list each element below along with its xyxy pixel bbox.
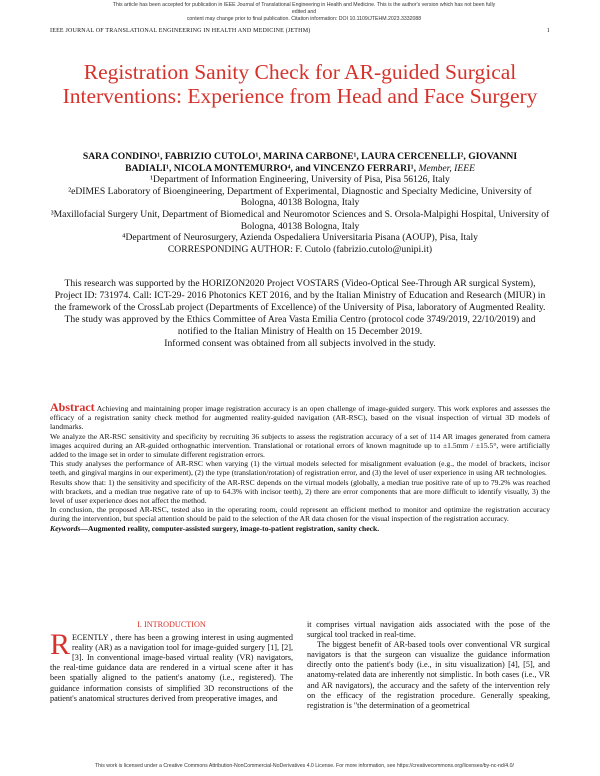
intro-paragraph [50, 628, 293, 704]
journal-name: IEEE JOURNAL OF TRANSLATIONAL ENGINEERING IN HEALTH AND MEDICINE (JETHM) [50, 28, 311, 34]
publication-banner [108, 2, 500, 23]
abstract [50, 400, 550, 533]
abstract-paragraph-4: Results show that: 1) the sensitivity and specificity of the AR-RSC depends on the virtual models (globally, a median true positive rate of up to 79.2% was reached with brackets, and a median true negative rate of up to 64.3% with incisor teeth), 2) there are error components that are more difficult to identify visually, 3) the level of user experience does not affect the method. [50, 477, 550, 506]
body-column-right [307, 620, 550, 711]
abstract-paragraph-2: We analyze the AR-RSC sensitivity and specificity by recruiting 36 subjects to assess the registration accuracy of a set of 114 AR images generated from camera images acquired during an AR-guided orthognathic intervention. Translational or rotational errors of known magnitude up to ±1.5mm / ±15.5°, were artificially added to the image set in order to simulate different registration errors. [50, 431, 550, 460]
abstract-text-1: Achieving and maintaining proper image registration accuracy is an open challenge of image-guided surgery. This work explores and assesses the efficacy of a registration sanity check method for augmented reality-guided navigation (AR-RSC), based on the visual inspection of virtual 3D models of landmarks. [50, 404, 550, 432]
right-paragraph-2: The biggest benefit of AR-based tools over conventional VR surgical navigators is that the surgeon can visualize the guidance information directly onto the patient's body (i.e., in situ visualization) [4], [5], and anatomy-related data are inherently not simplistic. In both cases (i.e., VR and AR navigators), the accuracy and the safety of the intervention rely on the efficacy of the registration procedure. Generally speaking, registration is "the determination of a geometrical [307, 640, 550, 710]
paper-title: Registration Sanity Check for AR-guided Surgical Interventions: Experience from Head and Face Surgery [62, 60, 538, 108]
abstract-paragraph-3: This study analyses the performance of AR-RSC when varying (1) the virtual models selected for misalignment evaluation (e.g., the model of brackets, incisor teeth, and gingival margins in our experiment), (2) the type (translation/rotation) of registration error, and (3) the level of user experience in using AR technologies. [50, 459, 550, 478]
banner-line-1: This article has been accepted for publication in IEEE Journal of Translational Engineering in Health and Medicine. This is the author's version which has not been fully edited and [112, 2, 496, 15]
corresponding-author: CORRESPONDING AUTHOR: F. Cutolo (fabrizio.cutolo@unipi.it) [167, 243, 433, 255]
consent-paragraph: Informed consent was obtained from all subjects involved in the study. [164, 338, 436, 349]
abstract-heading: Abstract [50, 400, 95, 414]
author-line-1: SARA CONDINO¹, FABRIZIO CUTOLO¹, MARINA CARBONE¹, LAURA CERCENELLI², GIOVANNI [82, 151, 518, 162]
keywords-text: Augmented reality, computer-assisted surgery, image-to-patient registration, sanity check. [87, 523, 380, 533]
license-footer: This work is licensed under a Creative Commons Attribution-NonCommercial-NoDerivatives 4.0 License. For more information, see https://creativecommons.org/licenses/by-nc-nd/4.0/ [95, 763, 514, 769]
affiliation-2: ²eDIMES Laboratory of Bioengineering, Department of Experimental, Diagnostic and Specialty Medicine, University of Bologna, 40138 Bologna, Italy [68, 185, 532, 209]
drop-cap: R [50, 628, 71, 662]
intro-text: ECENTLY , there has been a growing interest in using augmented reality (AR) as a navigation tool for image-guided surgery [1], [2], [3]. In conventional image-based virtual reality (VR) navigators, the real-time guidance data are rendered in a virtual scene after it has been spatially aligned to the patient's anatomy (i.e., registered). The guidance information consists of simplified 3D reconstructions of the patient's anatomical structures derived from preoperative images, and [50, 633, 293, 703]
author-list [50, 151, 550, 174]
affiliation-4: ⁴Department of Neurosurgery, Azienda Ospedaliera Universitaria Pisana (AOUP), Pisa, Italy [122, 232, 478, 244]
author-line-2-text: BADIALI¹, NICOLA MONTEMURRO⁴, and VINCENZO FERRARI¹, [125, 162, 417, 174]
abstract-paragraph-5: In conclusion, the proposed AR-RSC, tested also in the operating room, could represent an efficient method to monitor and optimize the registration accuracy during the intervention, but special attention should be paid to the selection of the AR data chosen for the visual inspection of the registration accuracy. [50, 505, 550, 524]
section-heading: I. INTRODUCTION [137, 620, 206, 629]
author-line-2 [50, 163, 550, 175]
page-number: 1 [546, 28, 550, 34]
member-label: Member, IEEE [418, 162, 475, 174]
author-block [50, 151, 550, 255]
running-head [50, 28, 550, 34]
abstract-paragraph-1 [50, 400, 550, 432]
keywords-label: Keywords— [50, 523, 88, 533]
funding-statement [52, 278, 548, 350]
body-column-left [50, 620, 293, 704]
keywords [50, 524, 550, 533]
affiliation-3: ³Maxillofacial Surgery Unit, Department of Biomedical and Neuromotor Sciences and S. Orsola-Malpighi Hospital, University of Bologna, 40138 Bologna, Italy [50, 208, 550, 232]
right-paragraph-1: it comprises virtual navigation aids associated with the pose of the surgical tool tracked in real-time. [307, 620, 550, 640]
affiliation-1: ¹Department of Information Engineering, University of Pisa, Pisa 56126, Italy [150, 174, 450, 186]
banner-line-2: content may change prior to final publication. Citation information: DOI 10.1109/JTEHM.2023.3332088 [186, 16, 422, 22]
funding-paragraph: This research was supported by the HORIZON2020 Project VOSTARS (Video-Optical See-Through AR surgical System), Project ID: 731974. Call: ICT-29- 2016 Photonics KET 2016, and by the Italian Ministry of Education and Research (MIUR) in the framework of the CrossLab project (Departments of Excellence) of the University of Pisa, laboratory of Augmented Reality. The study was approved by the Ethics Committee of Area Vasta Emilia Centro (protocol code 3749/2019, 22/10/2019) and notified to the Italian Ministry of Health on 15 December 2019. [54, 278, 546, 337]
